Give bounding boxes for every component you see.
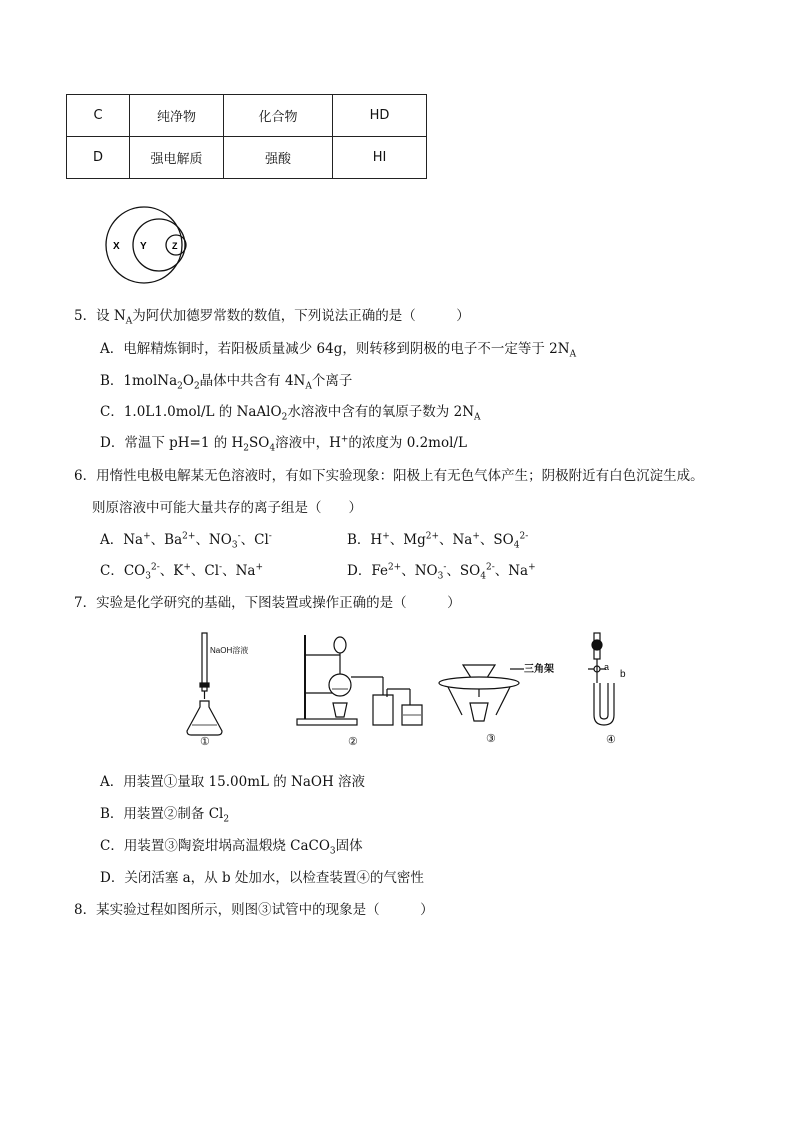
superscript: + <box>183 562 191 573</box>
option-text: 、Na <box>494 563 529 579</box>
question-number: 6． <box>74 468 97 484</box>
table-cell: 强酸 <box>224 137 333 179</box>
option-text: D．常温下 pH=1 的 H <box>100 435 244 451</box>
superscript: - <box>443 562 447 573</box>
q7-option-c <box>100 834 363 857</box>
q6-option-d <box>347 559 536 582</box>
subscript: 3 <box>437 571 444 582</box>
chlorine-generator-apparatus <box>297 635 422 725</box>
table-cell: 化合物 <box>224 95 333 137</box>
superscript: 2+ <box>387 562 402 573</box>
label-b: b <box>620 669 626 680</box>
subscript: 2 <box>223 814 230 825</box>
subscript: 4 <box>269 443 276 454</box>
subscript: 2 <box>281 412 288 423</box>
classification-table <box>66 94 427 179</box>
superscript: + <box>340 434 349 445</box>
q6-option-b <box>347 528 528 551</box>
question-number: 8． <box>74 902 97 918</box>
superscript: + <box>382 531 390 542</box>
stem-text: 为阿伏加德罗常数的数值，下列说法正确的是（ ） <box>132 308 470 324</box>
option-text: C．用装置③陶瓷坩埚高温煅烧 CaCO <box>100 838 330 854</box>
q5-option-b <box>100 369 352 392</box>
option-text: D．Fe <box>347 563 388 579</box>
option-text: B．H <box>347 532 383 548</box>
option-text: O <box>182 373 194 389</box>
option-text: SO <box>249 435 270 451</box>
table-row <box>67 137 427 179</box>
q6-option-c <box>100 559 263 582</box>
subscript: 4 <box>480 571 486 582</box>
option-text: 、NO <box>195 532 232 548</box>
superscript: - <box>237 531 241 542</box>
option-text: 、Cl <box>190 563 220 579</box>
option-text: B．用装置②制备 Cl <box>100 806 224 822</box>
q5-option-a <box>100 337 576 360</box>
venn-label-y: Y <box>140 241 147 252</box>
q8-stem <box>74 898 434 918</box>
option-text: 、SO <box>446 563 481 579</box>
option-text: 固体 <box>335 838 363 854</box>
q6-option-a <box>100 528 272 551</box>
q6-stem-line2: 则原溶液中可能大量共存的离子组是（ ） <box>92 500 362 516</box>
option-text: 、SO <box>479 532 514 548</box>
label-naoh: NaOH溶液 <box>210 646 249 655</box>
subscript: 3 <box>329 846 336 857</box>
stem-text: 用惰性电极电解某无色溶液时，有如下实验现象：阳极上有无色气体产生；阴极附近有白色沉淀生成。 <box>96 468 704 484</box>
superscript: 2- <box>150 562 160 573</box>
stem-text: 某实验过程如图所示，则图③试管中的现象是（ ） <box>96 902 434 918</box>
subscript: A <box>569 349 577 360</box>
u-tube-apparatus <box>588 633 614 725</box>
option-text: A．Na <box>100 532 144 548</box>
option-text: 晶体中共含有 4N <box>199 373 306 389</box>
table-cell: HD <box>333 95 427 137</box>
option-text: C．1.0L1.0mol/L 的 NaAlO <box>100 404 282 420</box>
q5-option-d <box>100 431 467 454</box>
q7-option-d: D．关闭活塞 a，从 b 处加水，以检查装置④的气密性 <box>100 870 424 886</box>
label-tripod: 三角架 <box>524 664 554 675</box>
subscript: A <box>125 316 133 327</box>
option-text: 、Na <box>439 532 473 548</box>
option-text: 水溶液中含有的氧原子数为 2N <box>287 404 475 420</box>
q7-option-b <box>100 802 229 825</box>
figure-label-4: ④ <box>606 733 616 746</box>
label-a: a <box>604 662 610 672</box>
option-text: 、Mg <box>389 532 426 548</box>
subscript: 3 <box>145 571 151 582</box>
superscript: 2- <box>485 562 495 573</box>
option-text: 、K <box>159 563 184 579</box>
superscript: + <box>255 562 264 573</box>
option-text: 、Cl <box>240 532 269 548</box>
q6-stem <box>74 464 704 484</box>
figure-label-2: ② <box>348 735 358 748</box>
subscript: 3 <box>231 540 238 551</box>
q7-option-a: A．用装置①量取 15.00mL 的 NaOH 溶液 <box>100 774 366 790</box>
subscript: 2 <box>193 381 200 392</box>
option-text: 、Na <box>222 563 256 579</box>
table-row <box>67 95 427 137</box>
subscript: A <box>474 412 481 423</box>
superscript: 2+ <box>425 531 439 542</box>
table-cell: 纯净物 <box>130 95 224 137</box>
stem-text: 实验是化学研究的基础，下图装置或操作正确的是（ ） <box>96 595 461 611</box>
q7-stem <box>74 591 461 611</box>
option-text: C．CO <box>100 563 146 579</box>
venn-label-x: X <box>113 241 120 252</box>
question-number: 5． <box>74 308 97 324</box>
table-cell: D <box>67 137 130 179</box>
q5-option-c <box>100 400 481 423</box>
venn-label-z: Z <box>172 241 178 251</box>
option-text: 的浓度为 0.2mol/L <box>348 435 467 451</box>
stem-text: 设 N <box>96 308 126 324</box>
table-cell: HI <box>333 137 427 179</box>
q5-stem <box>74 304 470 327</box>
option-text: 个离子 <box>311 373 353 389</box>
option-text: 溶液中，H <box>275 435 341 451</box>
subscript: 2 <box>177 381 183 392</box>
option-text: 、Ba <box>150 532 183 548</box>
superscript: + <box>472 531 480 542</box>
apparatus-figure <box>180 625 630 750</box>
figure-label-3: ③ <box>486 732 496 745</box>
crucible-apparatus <box>439 665 524 721</box>
subscript: 2 <box>243 443 250 454</box>
table-cell: C <box>67 95 130 137</box>
option-text: B．1molNa <box>100 373 178 389</box>
subscript: A <box>305 381 312 392</box>
superscript: 2+ <box>182 531 196 542</box>
superscript: + <box>528 562 536 573</box>
question-number: 7． <box>74 595 97 611</box>
superscript: - <box>219 562 223 573</box>
figure-label-1: ① <box>200 735 210 748</box>
option-text: A．电解精炼铜时，若阳极质量减少 64g，则转移到阴极的电子不一定等于 2N <box>100 341 570 357</box>
venn-diagram <box>104 205 194 287</box>
option-text: 、NO <box>401 563 438 579</box>
table-cell: 强电解质 <box>130 137 224 179</box>
superscript: + <box>143 531 151 542</box>
subscript: 4 <box>513 540 520 551</box>
superscript: 2- <box>519 531 529 542</box>
superscript: - <box>268 531 272 542</box>
